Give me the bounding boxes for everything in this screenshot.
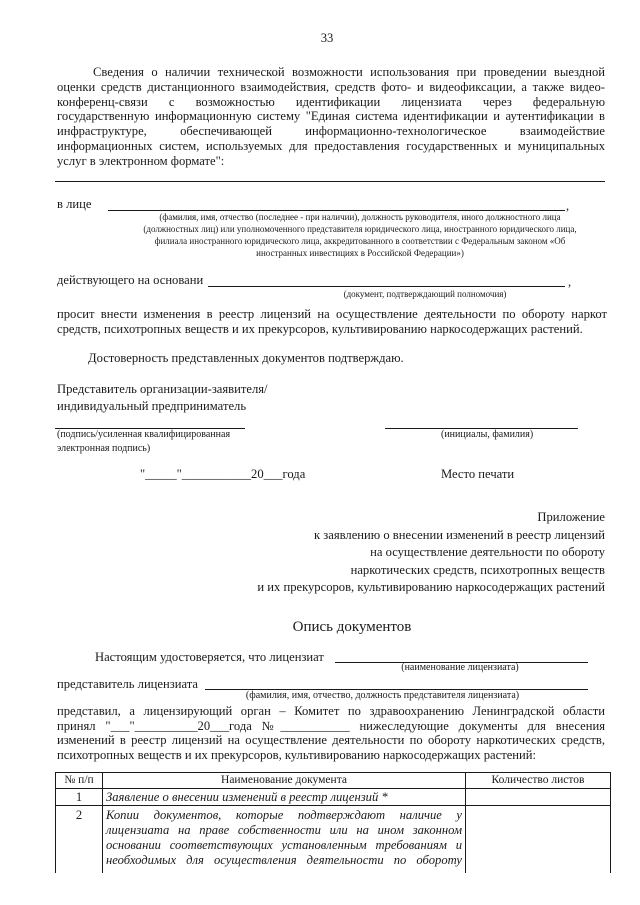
row-document-name bbox=[103, 806, 466, 874]
row-sheets bbox=[466, 789, 611, 806]
header-sheets: Количество листов bbox=[466, 773, 611, 789]
intro-line: государственную информационную систему "Единая система идентификации и аутентификации в bbox=[57, 109, 605, 124]
basis-caption: (документ, подтверждающий полномочия) bbox=[343, 289, 507, 299]
table-row bbox=[56, 789, 611, 806]
representative-label: представитель лицензиата bbox=[57, 677, 198, 691]
table-row bbox=[56, 806, 611, 874]
intro-line: конференц-связи с возможностью идентификации лицензиата через федеральную bbox=[57, 94, 605, 109]
person-comma: , bbox=[566, 199, 570, 213]
document-name-line: основании соответствующих установленным требованиям и bbox=[106, 838, 462, 852]
person-caption bbox=[112, 211, 608, 259]
documents-table bbox=[55, 772, 611, 873]
row-number: 1 bbox=[56, 789, 103, 806]
licensee-caption: (наименование лицензиата) bbox=[401, 662, 519, 673]
intro-paragraph bbox=[57, 65, 605, 169]
caption-line: (должностных лиц) или уполномоченного представителя юридического лица, иностранного юридического лица, bbox=[143, 224, 577, 234]
document-name-line: лицензиата на праве собственности или на ином законном bbox=[106, 823, 462, 837]
caption-line: иностранных инвестициях в Российской Федерации») bbox=[256, 248, 464, 258]
applicant-title-line-2: индивидуальный предприниматель bbox=[57, 399, 247, 413]
signature-caption: электронная подпись) bbox=[57, 443, 151, 454]
appendix-header bbox=[230, 509, 605, 597]
inventory-line: представил, а лицензирующий орган – Комитет по здравоохранению Ленинградской области bbox=[57, 704, 605, 718]
document-name-line: Заявление о внесении изменений в реестр лицензий * bbox=[106, 789, 388, 804]
row-sheets bbox=[466, 806, 611, 874]
appendix-line: и их прекурсоров, культивированию наркосодержащих растений bbox=[257, 580, 605, 594]
confirmation-text: Достоверность представленных документов подтверждаю. bbox=[88, 351, 404, 365]
document-name-line: необходимых для осуществления деятельности по обороту bbox=[106, 853, 462, 867]
representative-caption: (фамилия, имя, отчество, должность представителя лицензиата) bbox=[245, 690, 520, 701]
caption-line: филиала иностранного юридического лица, аккредитованного в соответствии с Федеральным законом «Об bbox=[154, 236, 566, 246]
row-number: 2 bbox=[56, 806, 103, 874]
person-label: в лице bbox=[57, 197, 92, 211]
appendix-line: к заявлению о внесении изменений в реестр лицензий bbox=[314, 527, 605, 542]
request-paragraph bbox=[57, 307, 607, 337]
inventory-line: психотропных веществ и их прекурсоров, культивированию наркосодержащих растений: bbox=[57, 748, 537, 763]
header-num: № п/п bbox=[56, 773, 103, 789]
intro-line: услуг в электронном формате": bbox=[57, 153, 225, 168]
row-document-name bbox=[103, 789, 466, 806]
inventory-line: изменений в реестр лицензий на осуществление деятельности по обороту наркотических средств, bbox=[57, 733, 605, 748]
inventory-body bbox=[57, 704, 605, 763]
applicant-title-line-1: Представитель организации-заявителя/ bbox=[57, 382, 268, 396]
appendix-line: Приложение bbox=[537, 510, 605, 524]
appendix-line: наркотических средств, психотропных веществ bbox=[350, 562, 605, 577]
intro-line: инфраструктуре, обеспечивающей информационно-технологическое взаимодействие bbox=[57, 124, 605, 139]
fill-in-line bbox=[55, 181, 605, 182]
intro-line: информационных систем, используемых для предоставления государственных и муниципальных bbox=[57, 138, 605, 153]
request-line: средств, психотропных веществ и их прекурсоров, культивированию наркосодержащих растений. bbox=[57, 321, 583, 336]
table-header-row bbox=[56, 773, 611, 789]
inventory-title: Опись документов bbox=[292, 619, 412, 635]
name-caption: (инициалы, фамилия) bbox=[441, 429, 534, 440]
intro-line: оценки средств дистанционного взаимодействия, средств фото- и видеофиксации, а также видео- bbox=[57, 79, 605, 94]
request-line: просит внести изменения в реестр лицензий на осуществление деятельности по обороту наркот bbox=[57, 307, 607, 321]
caption-line: (фамилия, имя, отчество (последнее - при наличии), должность руководителя, иного должностного лица bbox=[159, 212, 561, 222]
intro-line: Сведения о наличии технической возможности использования при проведении выездной bbox=[93, 65, 605, 79]
basis-comma: , bbox=[568, 275, 572, 289]
basis-label: действующего на основани bbox=[57, 273, 204, 287]
date-line: "_____"___________20___года bbox=[140, 467, 306, 481]
signature-caption: (подпись/усиленная квалифицированная bbox=[57, 429, 231, 440]
header-name: Наименование документа bbox=[103, 773, 466, 789]
page-number: 33 bbox=[320, 31, 334, 45]
basis-fill-line bbox=[208, 286, 565, 287]
inventory-line: принял "___"__________20___года №___________ нижеследующие документы для внесения bbox=[57, 718, 605, 733]
document-name-line: Копии документов, которые подтверждают наличие у bbox=[106, 808, 462, 822]
licensee-label: Настоящим удостоверяется, что лицензиат bbox=[95, 650, 324, 664]
seal-place: Место печати bbox=[441, 467, 515, 481]
appendix-line: на осуществление деятельности по обороту bbox=[370, 545, 605, 559]
